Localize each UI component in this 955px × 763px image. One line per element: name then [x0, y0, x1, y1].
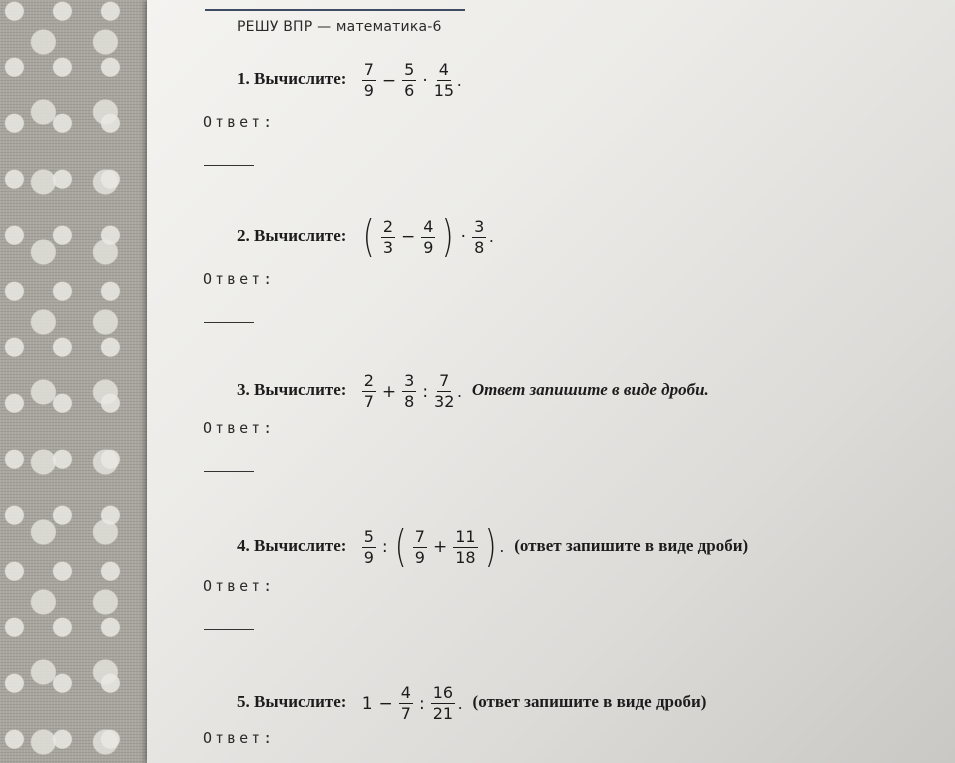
- operator: −: [381, 70, 397, 91]
- numerator: 16: [432, 683, 454, 702]
- fraction: [381, 216, 395, 257]
- task-4: [237, 521, 749, 572]
- numerator: 5: [363, 526, 374, 546]
- fraction: [402, 373, 416, 410]
- denominator: 8: [474, 237, 485, 257]
- answer-label-2: Ответ:: [203, 270, 276, 288]
- task-3-label: 3. Вычислите:: [237, 380, 347, 400]
- header-rule: [205, 9, 465, 11]
- numerator: 4: [423, 216, 434, 236]
- fraction: [413, 526, 427, 567]
- operator: ·: [422, 70, 428, 91]
- worksheet-header: РЕШУ ВПР — математика-6: [237, 19, 442, 35]
- task-1: [237, 62, 461, 99]
- answer-blank-4: [204, 629, 254, 630]
- task-5-instruction: (ответ запишите в виде дроби): [472, 692, 707, 712]
- fraction: [362, 526, 376, 567]
- integer: 1: [361, 693, 373, 714]
- task-3: [237, 373, 709, 410]
- answer-blank-2: [204, 322, 254, 323]
- task-2-expression: [359, 211, 494, 262]
- period: .: [489, 227, 494, 246]
- task-4-expression: [359, 521, 504, 572]
- numerator: 3: [404, 371, 415, 390]
- left-paren: (: [362, 211, 375, 262]
- period: .: [458, 693, 463, 713]
- fraction: [472, 216, 486, 257]
- fraction: [421, 216, 435, 257]
- answer-label-3: Ответ:: [203, 419, 276, 437]
- numerator: 3: [474, 216, 485, 236]
- task-3-expression: [359, 373, 462, 410]
- period: .: [457, 70, 462, 90]
- task-4-label: 4. Вычислите:: [237, 535, 347, 555]
- task-4-instruction: (ответ запишите в виде дроби): [514, 535, 749, 555]
- operator: +: [432, 537, 448, 557]
- fraction: [362, 373, 376, 410]
- fraction: [362, 62, 376, 99]
- answer-label-5: Ответ:: [203, 729, 276, 747]
- task-2: [237, 211, 494, 262]
- denominator: 9: [414, 547, 425, 567]
- operator: −: [378, 693, 393, 714]
- denominator: 7: [363, 392, 374, 411]
- fraction: [434, 62, 454, 99]
- numerator: 2: [382, 216, 394, 236]
- denominator: 9: [363, 547, 374, 567]
- numerator: 5: [404, 60, 415, 79]
- period: .: [457, 381, 462, 401]
- denominator: 9: [423, 237, 434, 257]
- task-5-label: 5. Вычислите:: [237, 692, 347, 712]
- task-5: [237, 685, 706, 722]
- operator: :: [422, 381, 429, 402]
- numerator: 4: [400, 683, 411, 702]
- fraction: [453, 526, 477, 567]
- denominator: 32: [434, 392, 455, 411]
- left-paren: (: [394, 521, 407, 572]
- denominator: 21: [432, 704, 454, 723]
- operator: +: [381, 381, 397, 402]
- worksheet-page: [147, 0, 955, 763]
- task-3-instruction: Ответ запишите в виде дроби.: [471, 380, 709, 400]
- answer-blank-3: [204, 471, 254, 472]
- fraction: [399, 685, 413, 722]
- numerator: 11: [455, 526, 476, 546]
- operator: ·: [460, 227, 467, 247]
- numerator: 7: [439, 371, 450, 390]
- denominator: 15: [433, 81, 455, 100]
- fraction: [431, 685, 455, 722]
- answer-label-4: Ответ:: [203, 577, 276, 595]
- denominator: 9: [363, 81, 374, 100]
- period: .: [499, 537, 504, 556]
- answer-blank-1: [204, 165, 254, 166]
- denominator: 3: [382, 237, 394, 257]
- numerator: 4: [438, 60, 449, 79]
- operator: :: [418, 693, 425, 714]
- denominator: 18: [455, 547, 476, 567]
- operator: −: [401, 227, 416, 247]
- task-5-expression: [359, 685, 463, 722]
- right-paren: ): [484, 521, 497, 572]
- operator: :: [381, 537, 388, 557]
- fraction: [402, 62, 416, 99]
- textured-wall-background: [0, 0, 150, 763]
- denominator: 7: [400, 704, 411, 723]
- task-1-label: 1. Вычислите:: [237, 69, 347, 89]
- right-paren: ): [442, 211, 455, 262]
- denominator: 8: [404, 392, 415, 411]
- task-1-expression: [359, 62, 462, 99]
- fraction: [434, 373, 454, 410]
- numerator: 7: [363, 60, 374, 79]
- answer-label-1: Ответ:: [203, 113, 276, 131]
- numerator: 2: [363, 371, 374, 390]
- task-2-label: 2. Вычислите:: [237, 225, 347, 245]
- denominator: 6: [404, 81, 415, 100]
- numerator: 7: [414, 526, 425, 546]
